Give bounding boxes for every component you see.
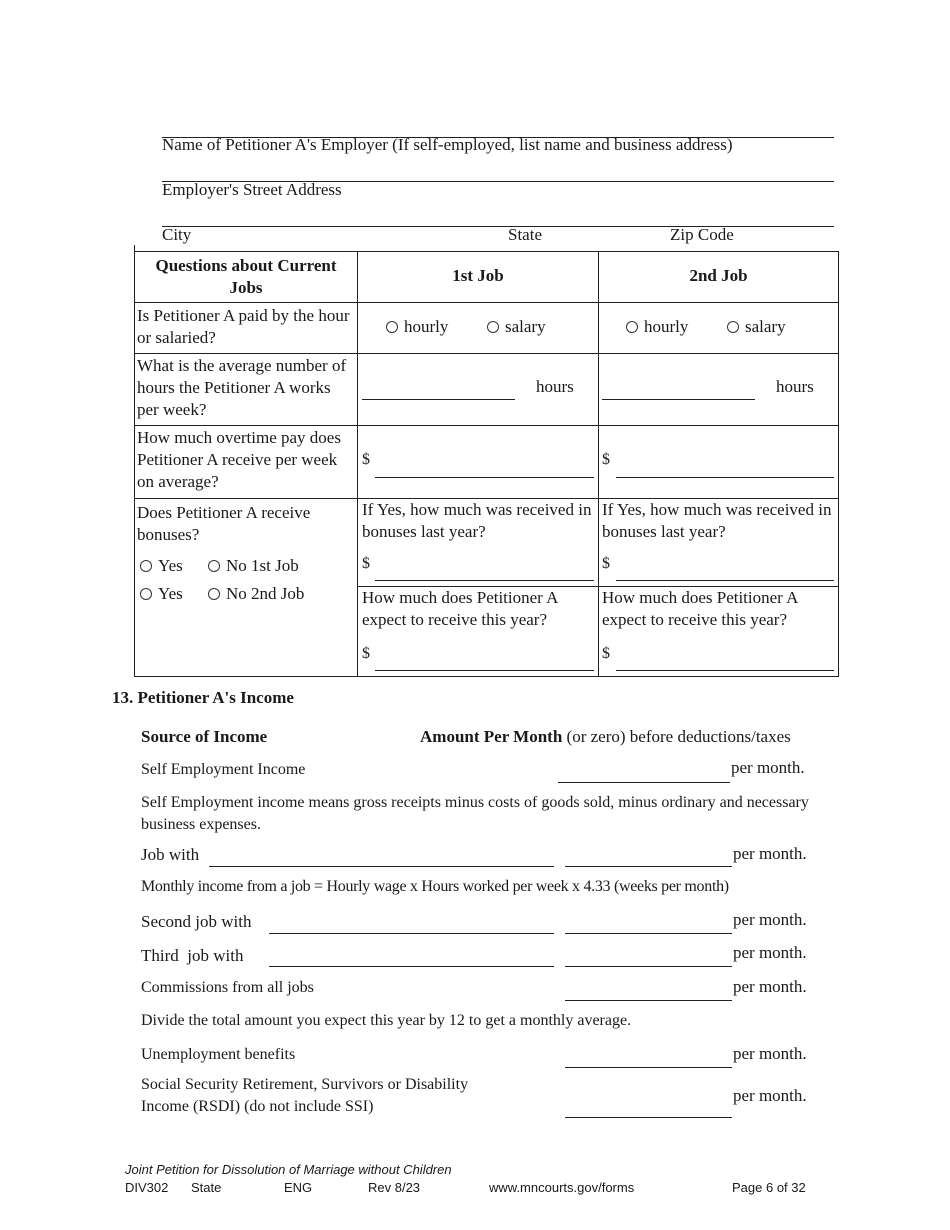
job2-hourly-option[interactable]: hourly: [626, 317, 688, 337]
job2-bonus-last-year-label: If Yes, how much was received in bonuses last year?: [602, 500, 832, 541]
job1-bonus-this-dollar: $: [362, 645, 370, 662]
job-with-label: Job with: [141, 845, 200, 864]
job-with-amount-field[interactable]: [565, 866, 732, 867]
radio-icon[interactable]: [626, 321, 638, 333]
bonus-no-2nd-option[interactable]: No 2nd Job: [208, 584, 304, 604]
state-label: State: [508, 225, 542, 244]
footer-form-title: Joint Petition for Dissolution of Marriage without Children: [125, 1162, 452, 1177]
job1-hourly-option[interactable]: hourly: [386, 317, 448, 337]
self-employment-amount-field[interactable]: [558, 782, 730, 783]
rsdi-label-line2: Income (RSDI) (do not include SSI): [141, 1098, 374, 1115]
footer-url[interactable]: www.mncourts.gov/forms: [489, 1180, 635, 1195]
employer-name-label: Name of Petitioner A's Employer (If self-employed, list name and business address): [162, 135, 733, 154]
commissions-label: Commissions from all jobs: [141, 979, 314, 996]
third-job-label: Third job with: [141, 946, 244, 965]
bonus-no-1st-option[interactable]: No 1st Job: [208, 556, 299, 576]
radio-icon[interactable]: [727, 321, 739, 333]
header-1st-job: 1st Job: [452, 266, 504, 285]
job2-bonus-this-year-label: How much does Petitioner A expect to receive this year?: [602, 588, 798, 629]
self-employment-label: Self Employment Income: [141, 761, 306, 778]
zip-label: Zip Code: [670, 225, 734, 244]
job2-salary-option[interactable]: salary: [727, 317, 786, 337]
rsdi-label-line1: Social Security Retirement, Survivors or Disability: [141, 1076, 469, 1093]
radio-icon[interactable]: [140, 560, 152, 572]
job2-hours-field[interactable]: [602, 399, 755, 400]
third-job-amount-field[interactable]: [565, 966, 732, 967]
job-income-note: Monthly income from a job = Hourly wage x Hours worked per week x 4.33 (weeks per month): [141, 878, 729, 895]
unemployment-label: Unemployment benefits: [141, 1046, 296, 1063]
question-paid: Is Petitioner A paid by the hour or salaried?: [137, 306, 350, 347]
second-job-employer-field[interactable]: [269, 933, 554, 934]
third-job-per-month: per month.: [733, 943, 807, 962]
job2-bonus-last-dollar: $: [602, 555, 610, 572]
commissions-per-month: per month.: [733, 977, 807, 996]
second-job-label: Second job with: [141, 912, 252, 931]
third-job-employer-field[interactable]: [269, 966, 554, 967]
job1-overtime-dollar: $: [362, 451, 370, 468]
radio-icon[interactable]: [140, 588, 152, 600]
radio-icon[interactable]: [208, 560, 220, 572]
radio-icon[interactable]: [487, 321, 499, 333]
radio-icon[interactable]: [208, 588, 220, 600]
commissions-amount-field[interactable]: [565, 1000, 732, 1001]
job2-bonus-this-field[interactable]: [616, 670, 834, 671]
header-2nd-job: 2nd Job: [689, 266, 748, 285]
rsdi-amount-field[interactable]: [565, 1117, 732, 1118]
job2-bonus-last-field[interactable]: [616, 580, 834, 581]
job1-overtime-field[interactable]: [375, 477, 594, 478]
footer-state: State: [191, 1180, 222, 1195]
header-questions: Questions about Current Jobs: [155, 256, 337, 297]
job1-hours-unit: hours: [536, 377, 574, 396]
job1-bonus-last-year-label: If Yes, how much was received in bonuses last year?: [362, 500, 592, 541]
footer-lang: ENG: [284, 1180, 313, 1195]
question-hours: What is the average number of hours the Petitioner A works per week?: [137, 356, 347, 419]
job1-bonus-this-field[interactable]: [375, 670, 594, 671]
job2-hours-unit: hours: [776, 377, 814, 396]
job2-overtime-field[interactable]: [616, 477, 834, 478]
city-label: City: [162, 225, 192, 244]
job-with-per-month: per month.: [733, 844, 807, 863]
job1-bonus-last-field[interactable]: [375, 580, 594, 581]
footer-rev: Rev 8/23: [368, 1180, 421, 1195]
section-title-income: 13. Petitioner A's Income: [112, 688, 294, 707]
question-bonuses: Does Petitioner A receive bonuses?: [137, 503, 311, 544]
job2-bonus-this-dollar: $: [602, 645, 610, 662]
employer-street-label: Employer's Street Address: [162, 180, 342, 199]
job1-bonus-last-dollar: $: [362, 555, 370, 572]
radio-icon[interactable]: [386, 321, 398, 333]
job1-hours-field[interactable]: [362, 399, 515, 400]
column-amount: Amount Per Month (or zero) before deductions/taxes: [420, 727, 791, 746]
footer-page-number: Page 6 of 32: [732, 1180, 806, 1195]
job1-salary-option[interactable]: salary: [487, 317, 546, 337]
second-job-per-month: per month.: [733, 910, 807, 929]
footer-code: DIV302: [125, 1180, 169, 1195]
job2-overtime-dollar: $: [602, 451, 610, 468]
self-employment-note: Self Employment income means gross receipts minus costs of goods sold, minus ordinary and necessary business expenses.: [141, 794, 809, 833]
unemployment-per-month: per month.: [733, 1044, 807, 1063]
bonus-yes-1st-option[interactable]: Yes: [140, 556, 183, 576]
unemployment-amount-field[interactable]: [565, 1067, 732, 1068]
column-source: Source of Income: [141, 727, 268, 746]
self-employment-per-month: per month.: [731, 758, 805, 777]
commissions-note: Divide the total amount you expect this year by 12 to get a monthly average.: [141, 1012, 632, 1029]
question-overtime: How much overtime pay does Petitioner A receive per week on average?: [137, 428, 341, 491]
job1-bonus-this-year-label: How much does Petitioner A expect to receive this year?: [362, 588, 558, 629]
bonus-yes-2nd-option[interactable]: Yes: [140, 584, 183, 604]
rsdi-per-month: per month.: [733, 1086, 807, 1105]
second-job-amount-field[interactable]: [565, 933, 732, 934]
job-with-employer-field[interactable]: [209, 866, 554, 867]
